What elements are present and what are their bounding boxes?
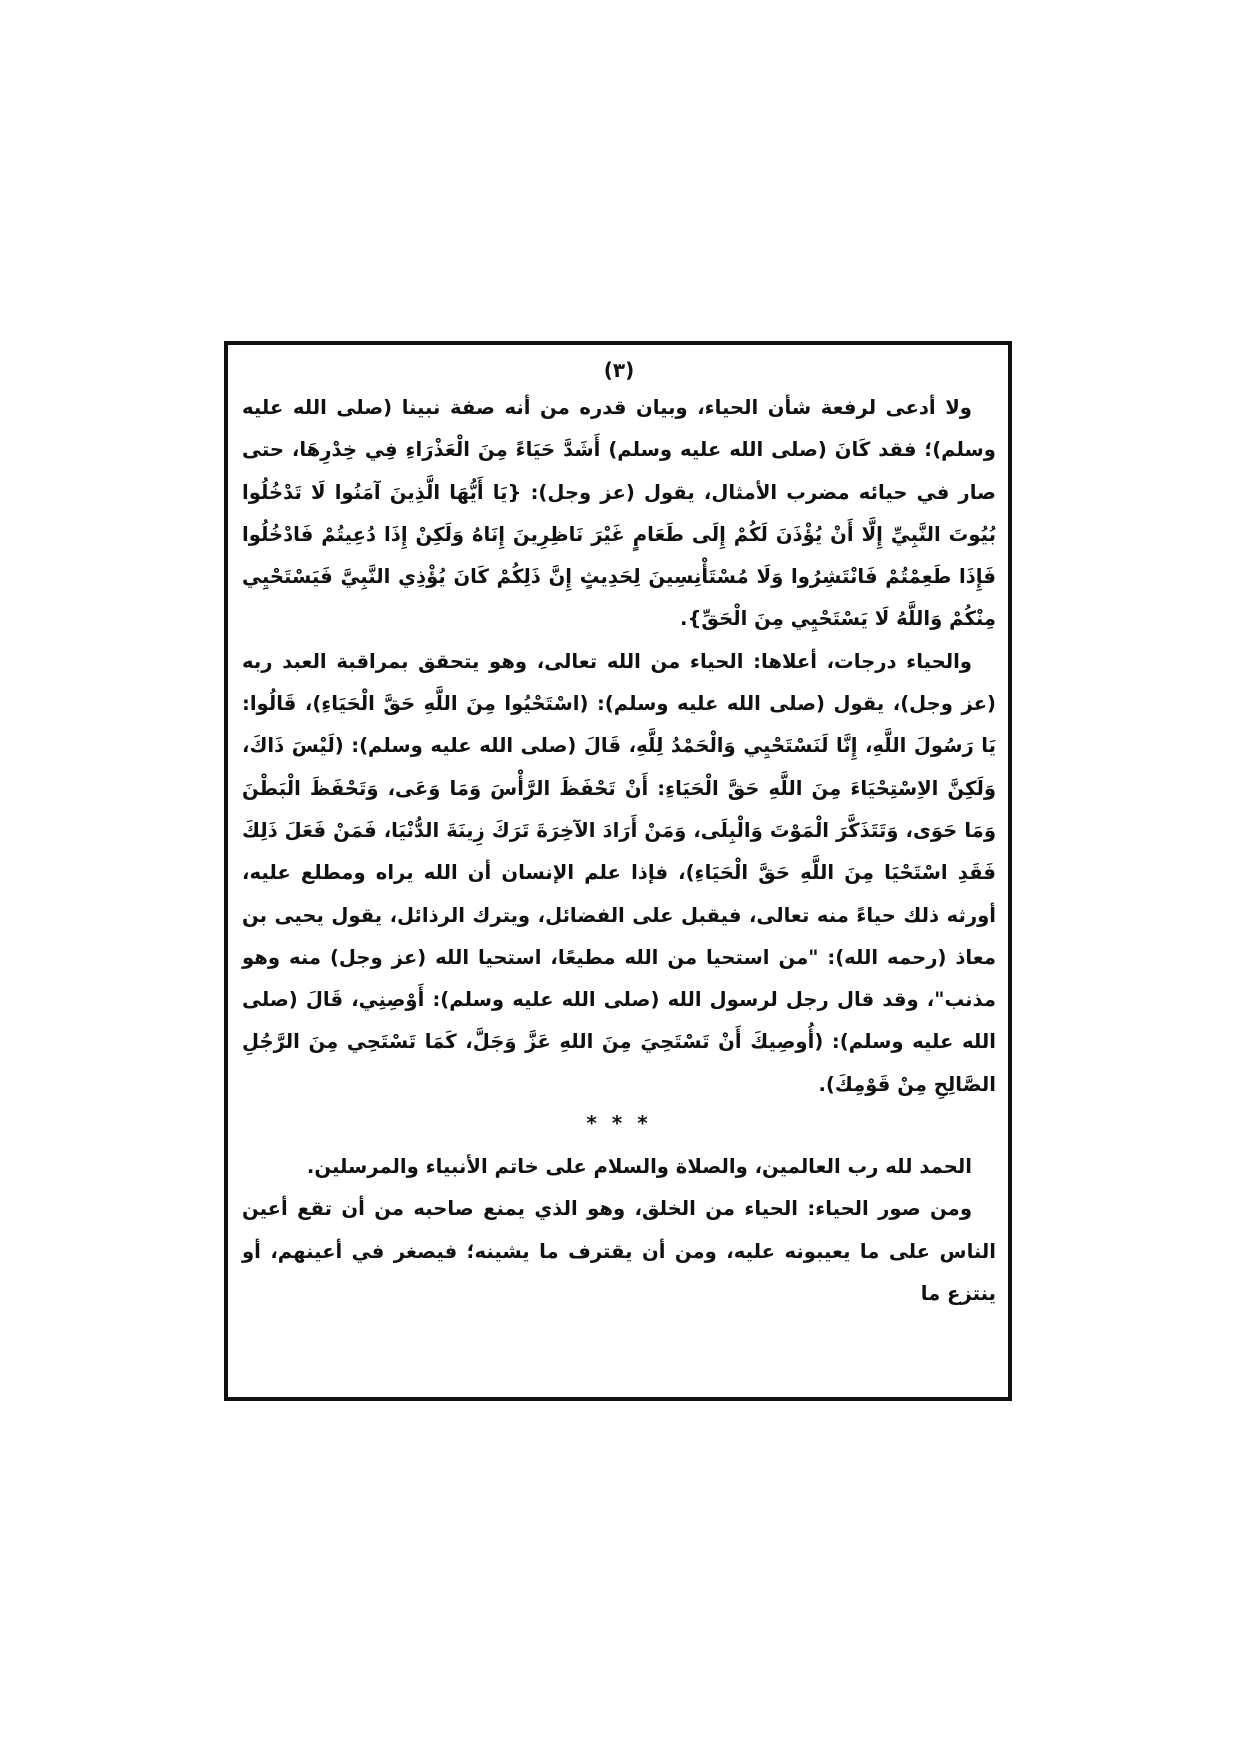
paragraph-levels-of-modesty: والحياء درجات، أعلاها: الحياء من الله تعالى، وهو يتحقق بمراقبة العبد ربه (عز وجل)، يقول (صلى الله عليه وسلم): (اسْتَحْيُوا مِنَ اللَّهِ حَقَّ الْحَيَاءِ)، قَالُوا: يَا رَسُولَ اللَّهِ، إِنَّا لَنَسْتَحْيِي وَالْحَمْدُ لِلَّهِ، قَالَ (صلى الله عليه وسلم): (لَيْسَ ذَاكَ، وَلَكِنَّ الاِسْتِحْيَاءَ مِنَ اللَّهِ حَقَّ الْحَيَاءِ: أَنْ تَحْفَظَ الرَّأْسَ وَمَا وَعَى، وَتَحْفَظَ الْبَطْنَ وَمَا حَوَى، وَتَتَذَكَّرَ الْمَوْتَ وَالْبِلَى، وَمَنْ أَرَادَ الآخِرَةَ تَرَكَ زِينَةَ الدُّنْيَا، فَمَنْ فَعَلَ ذَلِكَ فَقَدِ اسْتَحْيَا مِنَ اللَّهِ حَقَّ الْحَيَاءِ)، فإذا علم الإنسان أن الله يراه ومطلع عليه، أورثه ذلك حياءً منه تعالى، فيقبل على الفضائل، ويترك الرذائل، يقول يحيى بن معاذ (رحمه الله): "من استحيا من الله مطيعًا، استحيا الله (عز وجل) منه وهو مذنب"، وقد قال رجل لرسول الله (صلى الله عليه وسلم): أَوْصِنِي، قَالَ (صلى الله عليه وسلم): (أُوصِيكَ أَنْ تَسْتَحِيَ مِنَ اللهِ عَزَّ وَجَلَّ، كَمَا تَسْتَحِي مِنَ الرَّجُلِ الصَّالِحِ مِنْ قَوْمِكَ). <box>242 649 996 1096</box>
page-number: (٣) <box>603 358 635 382</box>
section-separator: * * * <box>586 1111 652 1136</box>
paragraph-prophet-modesty: ولا أدعى لرفعة شأن الحياء، وبيان قدره من أنه صفة نبينا (صلى الله عليه وسلم)؛ فقد كَانَ (صلى الله عليه وسلم) أَشَدَّ حَيَاءً مِنَ الْعَذْرَاءِ فِي خِدْرِهَا، حتى صار في حيائه مضرب الأمثال، يقول (عز وجل): {يَا أَيُّهَا الَّذِينَ آمَنُوا لَا تَدْخُلُوا بُيُوتَ النَّبِيِّ إِلَّا أَنْ يُؤْذَنَ لَكُمْ إِلَى طَعَامٍ غَيْرَ نَاظِرِينَ إِنَاهُ وَلَكِنْ إِذَا دُعِيتُمْ فَادْخُلُوا فَإِذَا طَعِمْتُمْ فَانْتَشِرُوا وَلَا مُسْتَأْنِسِينَ لِحَدِيثٍ إِنَّ ذَلِكُمْ كَانَ يُؤْذِي النَّبِيَّ فَيَسْتَحْيِي مِنْكُمْ وَاللَّهُ لَا يَسْتَحْيِي مِنَ الْحَقِّ}. <box>242 396 996 631</box>
paragraph-praise: الحمد لله رب العالمين، والصلاة والسلام على خاتم الأنبياء والمرسلين. <box>306 1155 972 1179</box>
paragraph-modesty-before-people: ومن صور الحياء: الحياء من الخلق، وهو الذي يمنع صاحبه من أن تقع أعين الناس على ما يعيبونه عليه، ومن أن يقترف ما يشينه؛ فيصغر في أعينهم، أو ينتزع ما <box>242 1197 996 1305</box>
page-border-frame <box>224 341 1012 1401</box>
